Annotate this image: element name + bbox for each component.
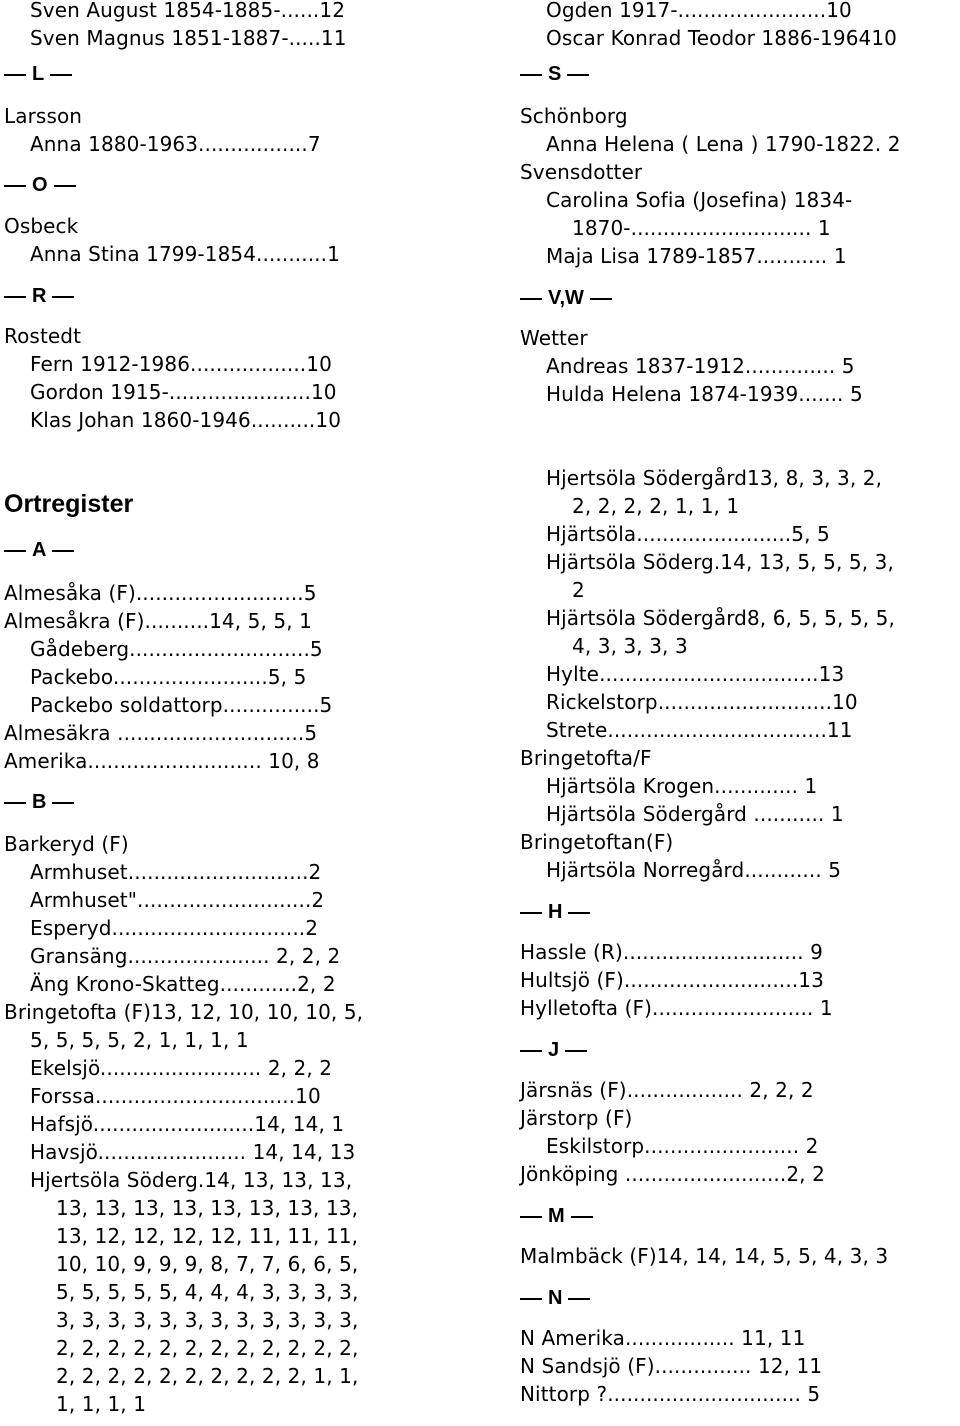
index-subentry: Klas Johan 1860-1946..........10 xyxy=(30,408,342,432)
place-register-right-column xyxy=(520,0,960,1426)
index-subentry: Esperyd..............................2 xyxy=(30,916,319,940)
heading-rule xyxy=(520,1050,542,1052)
index-entry: Hylletofta (F)......................... 1 xyxy=(520,996,833,1020)
index-subentry: 2, 2, 2, 2, 1, 1, 1 xyxy=(572,494,740,518)
index-subentry: Oscar Konrad Teodor 1886-196410 xyxy=(546,26,897,50)
heading-rule xyxy=(520,912,542,914)
index-subentry: Sven August 1854-1885-......12 xyxy=(30,0,346,22)
index-subentry: Äng Krono-Skatteg............2, 2 xyxy=(30,972,336,996)
heading-rule xyxy=(52,802,74,804)
index-subentry: Anna Stina 1799-1854...........1 xyxy=(30,242,340,266)
index-subentry: Gordon 1915-......................10 xyxy=(30,380,337,404)
index-subentry: 2, 2, 2, 2, 2, 2, 2, 2, 2, 2, 2, 2, xyxy=(56,1336,359,1360)
letter-heading xyxy=(520,898,590,926)
index-subentry: Packebo soldattorp...............5 xyxy=(30,693,333,717)
letter-heading xyxy=(520,1202,593,1230)
index-entry: Järstorp (F) xyxy=(520,1106,633,1130)
index-subentry: Hjärtsöla Söderg.14, 13, 5, 5, 5, 3, xyxy=(546,550,894,574)
index-entry: Rostedt xyxy=(4,324,82,348)
index-subentry: 4, 3, 3, 3, 3 xyxy=(572,634,688,658)
index-subentry: Packebo........................5, 5 xyxy=(30,665,307,689)
letter-heading-label: S xyxy=(548,63,562,85)
index-subentry: 13, 12, 12, 12, 12, 11, 11, 11, xyxy=(56,1224,359,1248)
index-subentry: Gransäng...................... 2, 2, 2 xyxy=(30,944,341,968)
index-subentry: 5, 5, 5, 5, 5, 4, 4, 4, 3, 3, 3, 3, xyxy=(56,1280,359,1304)
index-subentry: 3, 3, 3, 3, 3, 3, 3, 3, 3, 3, 3, 3, xyxy=(56,1308,359,1332)
section-title: Ortregister xyxy=(4,490,134,518)
heading-rule xyxy=(568,912,590,914)
letter-heading-label: R xyxy=(32,285,47,307)
letter-heading xyxy=(4,788,74,816)
letter-heading xyxy=(520,1284,590,1312)
index-subentry: Armhuset............................2 xyxy=(30,860,322,884)
index-entry: Järsnäs (F).................. 2, 2, 2 xyxy=(520,1078,814,1102)
index-entry: Svensdotter xyxy=(520,160,643,184)
index-entry: Almesåkra (F)..........14, 5, 5, 1 xyxy=(4,609,312,633)
letter-heading xyxy=(4,536,74,564)
letter-heading-label: A xyxy=(32,539,47,561)
index-subentry: Hafsjö.........................14, 14, 1 xyxy=(30,1112,345,1136)
index-subentry: Ogden 1917-.......................10 xyxy=(546,0,852,22)
letter-heading-label: H xyxy=(548,901,563,923)
heading-rule xyxy=(565,1050,587,1052)
heading-rule xyxy=(520,1298,542,1300)
index-subentry: Hjärtsöla Norregård............ 5 xyxy=(546,858,842,882)
index-subentry: Hjärtsöla........................5, 5 xyxy=(546,522,830,546)
index-entry: Nittorp ?.............................. 5 xyxy=(520,1382,821,1406)
index-subentry: Hjertsöla Södergård13, 8, 3, 3, 2, xyxy=(546,466,883,490)
index-subentry: 10, 10, 9, 9, 9, 8, 7, 7, 6, 6, 5, xyxy=(56,1252,359,1276)
index-entry: Larsson xyxy=(4,104,83,128)
index-subentry: Maja Lisa 1789-1857........... 1 xyxy=(546,244,847,268)
heading-rule xyxy=(520,1216,542,1218)
index-subentry: Forssa...............................10 xyxy=(30,1084,321,1108)
index-entry: Bringetoftan(F) xyxy=(520,830,674,854)
letter-heading-label: L xyxy=(32,63,45,85)
index-subentry: Gådeberg............................5 xyxy=(30,637,323,661)
index-entry: Almesåka (F)..........................5 xyxy=(4,581,317,605)
index-subentry: Hjertsöla Söderg.14, 13, 13, 13, xyxy=(30,1168,353,1192)
index-entry: Almesäkra .............................5 xyxy=(4,721,318,745)
letter-heading-label: N xyxy=(548,1287,563,1309)
index-subentry: Armhuset"...........................2 xyxy=(30,888,325,912)
letter-heading-label: B xyxy=(32,791,47,813)
letter-heading-label: J xyxy=(548,1039,560,1061)
index-subentry: Carolina Sofia (Josefina) 1834- xyxy=(546,188,853,212)
index-entry: Jönköping .........................2, 2 xyxy=(520,1162,825,1186)
index-subentry: Strete..................................11 xyxy=(546,718,853,742)
index-subentry: 1870-............................ 1 xyxy=(572,216,831,240)
heading-rule xyxy=(52,550,74,552)
index-entry: Bringetofta (F)13, 12, 10, 10, 10, 5, xyxy=(4,1000,364,1024)
index-subentry: 13, 13, 13, 13, 13, 13, 13, 13, xyxy=(56,1196,359,1220)
index-subentry: Hylte..................................13 xyxy=(546,662,845,686)
index-subentry: Anna Helena ( Lena ) 1790-1822. 2 xyxy=(546,132,901,156)
letter-heading-label: M xyxy=(548,1205,565,1227)
index-subentry: Hjärtsöla Krogen............. 1 xyxy=(546,774,818,798)
index-entry: Wetter xyxy=(520,326,588,350)
letter-heading-label: V,W xyxy=(548,287,584,309)
letter-heading-label: O xyxy=(32,174,48,196)
index-subentry: Rickelstorp...........................10 xyxy=(546,690,858,714)
index-entry: Barkeryd (F) xyxy=(4,832,129,856)
index-subentry: 1, 1, 1, 1 xyxy=(56,1392,147,1416)
index-subentry: Hjärtsöla Södergård8, 6, 5, 5, 5, 5, xyxy=(546,606,895,630)
index-subentry: Fern 1912-1986..................10 xyxy=(30,352,332,376)
index-entry: Malmbäck (F)14, 14, 14, 5, 5, 4, 3, 3 xyxy=(520,1244,889,1268)
heading-rule xyxy=(4,802,26,804)
index-subentry: Hulda Helena 1874-1939....... 5 xyxy=(546,382,863,406)
index-entry: Bringetofta/F xyxy=(520,746,652,770)
index-subentry: Havsjö....................... 14, 14, 13 xyxy=(30,1140,356,1164)
index-subentry: Ekelsjö......................... 2, 2, 2 xyxy=(30,1056,333,1080)
index-subentry: Hjärtsöla Södergård ........... 1 xyxy=(546,802,844,826)
index-subentry: 5, 5, 5, 5, 2, 1, 1, 1, 1 xyxy=(30,1028,249,1052)
index-entry: Amerika........................... 10, 8 xyxy=(4,749,320,773)
letter-heading xyxy=(520,1036,587,1064)
index-entry: Hultsjö (F)...........................13 xyxy=(520,968,824,992)
index-subentry: Eskilstorp........................ 2 xyxy=(546,1134,819,1158)
index-entry: Schönborg xyxy=(520,104,628,128)
heading-rule xyxy=(571,1216,593,1218)
heading-rule xyxy=(568,1298,590,1300)
index-entry: N Sandsjö (F)............... 12, 11 xyxy=(520,1354,823,1378)
index-subentry: Andreas 1837-1912.............. 5 xyxy=(546,354,855,378)
index-entry: N Amerika................. 11, 11 xyxy=(520,1326,806,1350)
index-subentry: 2, 2, 2, 2, 2, 2, 2, 2, 2, 2, 1, 1, xyxy=(56,1364,359,1388)
place-register-left-column xyxy=(4,0,484,1426)
index-subentry: Anna 1880-1963.................7 xyxy=(30,132,321,156)
index-subentry: 2 xyxy=(572,578,585,602)
index-entry: Hassle (R)............................ 9 xyxy=(520,940,823,964)
index-subentry: Sven Magnus 1851-1887-.....11 xyxy=(30,26,347,50)
index-entry: Osbeck xyxy=(4,214,79,238)
heading-rule xyxy=(4,550,26,552)
